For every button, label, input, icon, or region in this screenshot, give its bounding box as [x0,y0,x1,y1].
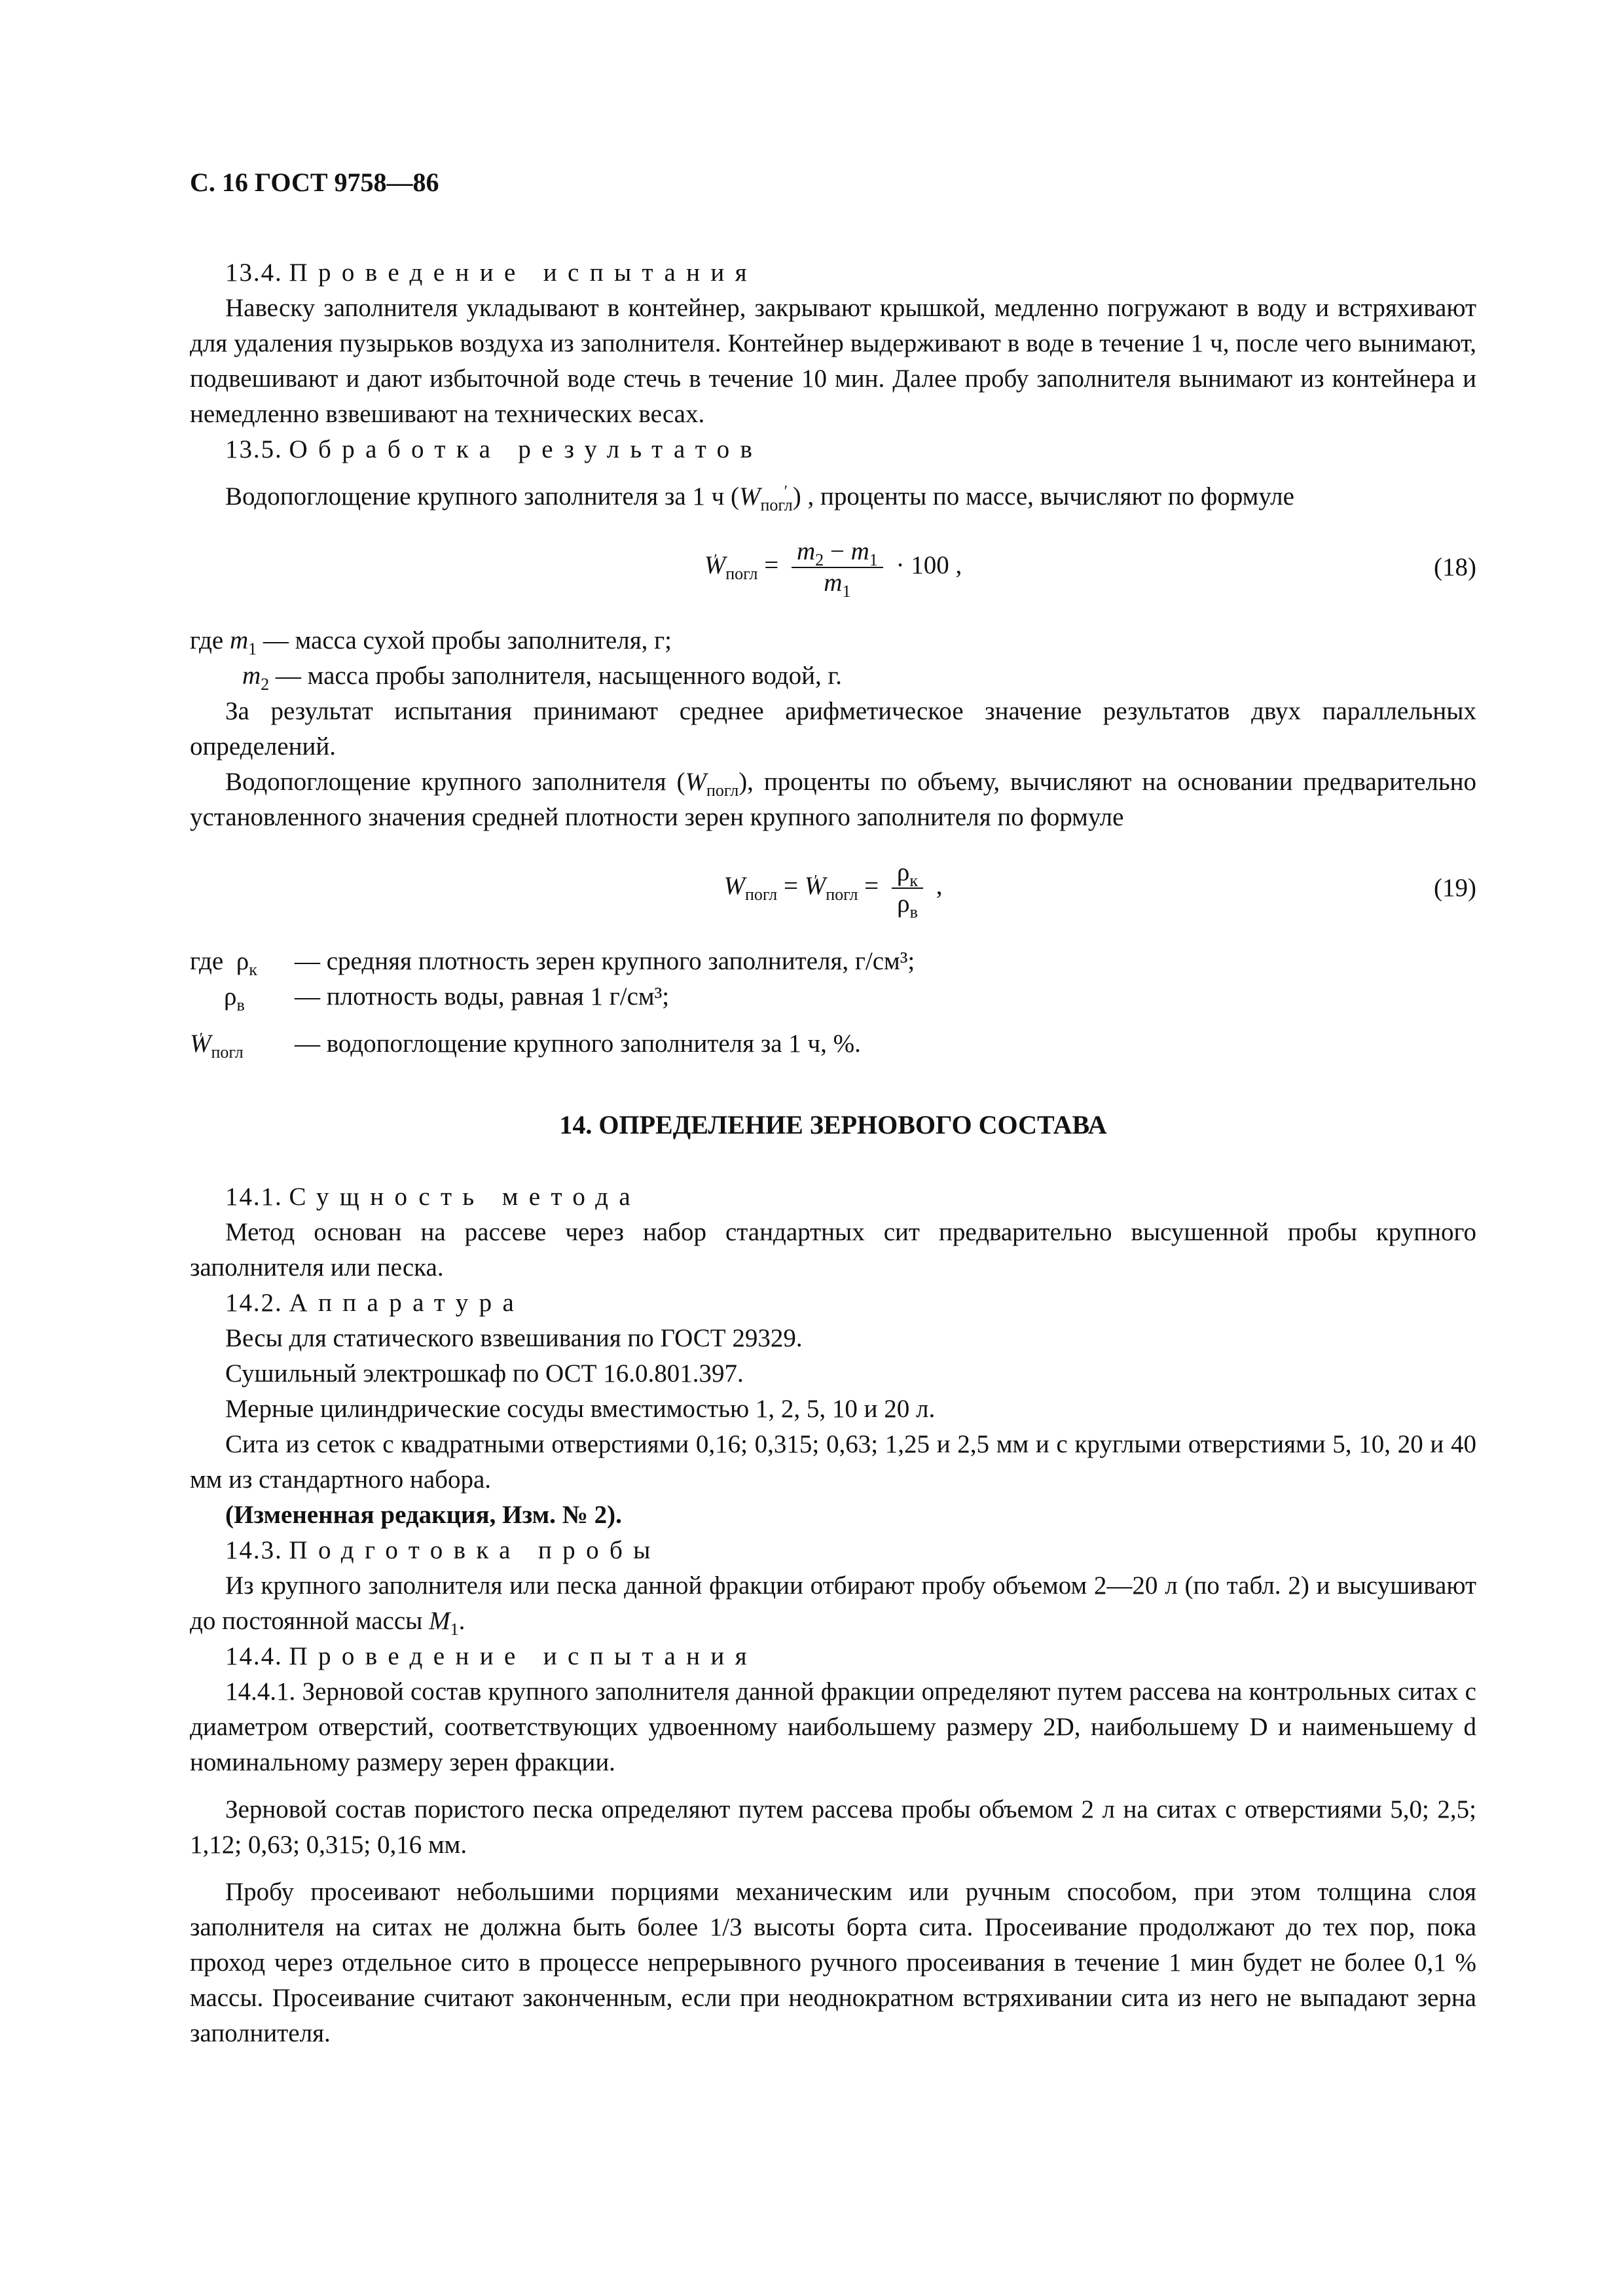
section-14-1-heading: 14.1. Сущность метода [225,1183,642,1211]
sieving-procedure-text: Пробу просеивают небольшими порциями механическим или ручным способом, при этом толщина слоя заполнителя на ситах не должна быть более 1/3 высоты борта сита. Просеивание продолжают до тех пор, пока проход через отдельное сито в процессе непрерывного ручного просеивания в течение 1 мин будет не более 0,1 % массы. Просеивание считают законченным, если при неоднократном встряхивании сита из него не выпадают зерна заполнителя. [190,1878,1476,2047]
paragraph-result: За результат испытания принимают среднее арифметическое значение результатов двух параллельных определений. [190,697,1476,761]
section-title: Проведение испытания [289,259,757,287]
equipment-item: Сита из сеток с квадратными отверстиями 0,16; 0,315; 0,63; 1,25 и 2,5 мм и с круглыми отверстиями 5, 10, 20 и 40 мм из стандартного набора. [190,1430,1476,1494]
equipment-item: Весы для статического взвешивания по ГОСТ 29329. [225,1324,803,1352]
formula-18-expression: W $'_{погл}$ = $\frac{m_2 - m_1}{m_1}$ · 100 , [190,537,1476,598]
formula-19-where [190,944,1476,1062]
formula-18-intro: Водопоглощение крупного заполнителя за 1 ч (W $'_{погл}$) , проценты по массе, вычисляют по формуле [190,479,1476,514]
formula-19-number: (19) [1434,874,1476,902]
where-rho-k: где $\rho_к$ — средняя плотность зерен крупного заполнителя, г/см³; [190,947,915,979]
where-w-prime: W $'_{погл}$ — водопоглощение крупного заполнителя за 1 ч, %. [190,1026,1476,1062]
equipment-item: Сушильный электрошкаф по ОСТ 16.0.801.397. [225,1359,744,1388]
w-prime-symbol: W ′ [739,482,761,511]
where-m1: где $m_1$ — масса сухой пробы заполнителя, г; [190,626,672,658]
sand-composition-text: Зерновой состав пористого песка определяют путем рассева пробы объемом 2 л на ситах с отверстиями 5,0; 2,5; 1,12; 0,63; 0,315; 0,16 мм. [190,1795,1476,1859]
page-header: С. 16 ГОСТ 9758—86 [190,168,439,197]
paragraph-volume: Водопоглощение крупного заполнителя $(W_{погл})$, проценты по объему, вычисляют на основании предварительно установленного значения средней плотности зерен крупного заполнителя по формуле [190,768,1476,831]
where-rho-v: $\rho_в$ — плотность воды, равная 1 г/см³; [224,982,670,1014]
section-number: 13.5. [225,435,283,463]
section-14-3-heading: 14.3. Подготовка пробы [225,1536,661,1564]
section-14-title: 14. ОПРЕДЕЛЕНИЕ ЗЕРНОВОГО СОСТАВА [559,1110,1107,1139]
formula-18-fraction: $\frac{m_2 - m_1}{m_1}$ [792,537,883,598]
formula-19 [190,847,1476,925]
section-number: 13.4. [225,259,283,287]
section-13-5-heading [190,432,1476,467]
section-14-3-text: Из крупного заполнителя или песка данной фракции отбирают пробу объемом 2—20 л (по табл. 2) и высушивают до постоянной массы $M_1$. [190,1571,1476,1639]
section-title: Обработка результатов [289,435,763,463]
formula-19-fraction: $\frac{\rho_к}{\rho_в}$ [892,857,923,919]
formula-18-number: (18) [1434,553,1476,581]
where-m2: $m_2$ — масса пробы заполнителя, насыщенного водой, г. [242,662,842,694]
page-content [190,152,1476,2051]
section-13-4-text: Навеску заполнителя укладывают в контейнер, закрывают крышкой, медленно погружают в воду и встряхивают для удаления пузырьков воздуха из заполнителя. Контейнер выдерживают в воде в течение 1 ч, после чего вынимают, подвешивают и дают избыточной воде стечь в течение 10 мин. Далее пробу заполнителя вынимают из контейнера и немедленно взвешивают на технических весах. [190,294,1476,428]
formula-18 [190,526,1476,605]
section-14-4-heading: 14.4. Проведение испытания [225,1642,757,1670]
section-14-2-heading: 14.2. Аппаратура [225,1289,525,1317]
amendment-note: (Измененная редакция, Изм. № 2). [225,1501,622,1529]
section-14-1-text: Метод основан на рассеве через набор стандартных сит предварительно высушенной пробы крупного заполнителя или песка. [190,1218,1476,1282]
equipment-item: Мерные цилиндрические сосуды вместимостью 1, 2, 5, 10 и 20 л. [225,1395,936,1423]
section-13-4-heading [190,255,1476,291]
section-14-4-1-text: 14.4.1. Зерновой состав крупного заполнителя данной фракции определяют путем рассева на контрольных ситах с диаметром отверстий, соответствующих удвоенному наибольшему размеру 2D, наибольшему D и наименьшему d номинальному размеру зерен фракции. [190,1677,1476,1776]
formula-19-expression: $W_{погл} = W$ $'_{погл}$ = $\frac{\rho_к}{\rho_в}$ , [190,857,1476,919]
